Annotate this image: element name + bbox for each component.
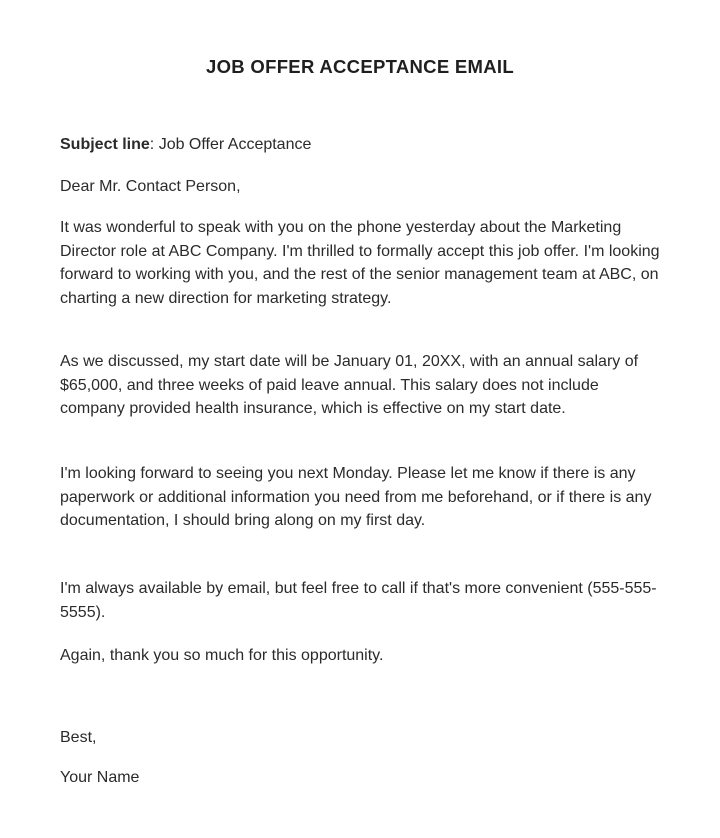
paragraph-4: I'm always available by email, but feel free to call if that's more convenient (555-555-5555). xyxy=(60,580,657,621)
paragraph-1: It was wonderful to speak with you on the phone yesterday about the Marketing Director role at ABC Company. I'm thrilled to formally accept this job offer. I'm looking forward to working with you, and the rest of the senior management team at ABC, on charting a new direction for marketing strategy. xyxy=(60,219,660,307)
signature-name: Your Name xyxy=(60,769,140,786)
closing: Best, xyxy=(60,729,97,746)
greeting: Dear Mr. Contact Person, xyxy=(60,178,241,195)
paragraph-5: Again, thank you so much for this opportunity. xyxy=(60,647,384,664)
subject-line xyxy=(60,133,311,156)
subject-separator: : xyxy=(149,136,159,153)
document-title: JOB OFFER ACCEPTANCE EMAIL xyxy=(206,56,514,77)
subject-value: Job Offer Acceptance xyxy=(158,136,312,153)
subject-label: Subject line xyxy=(60,136,150,153)
paragraph-2: As we discussed, my start date will be January 01, 20XX, with an annual salary of $65,000, and three weeks of paid leave annual. This salary does not include company provided health insurance, which is effective on my start date. xyxy=(60,353,639,418)
paragraph-3: I'm looking forward to seeing you next Monday. Please let me know if there is any paperwork or additional information you need from me beforehand, or if there is any documentation, I should bring along on my first day. xyxy=(60,465,652,530)
